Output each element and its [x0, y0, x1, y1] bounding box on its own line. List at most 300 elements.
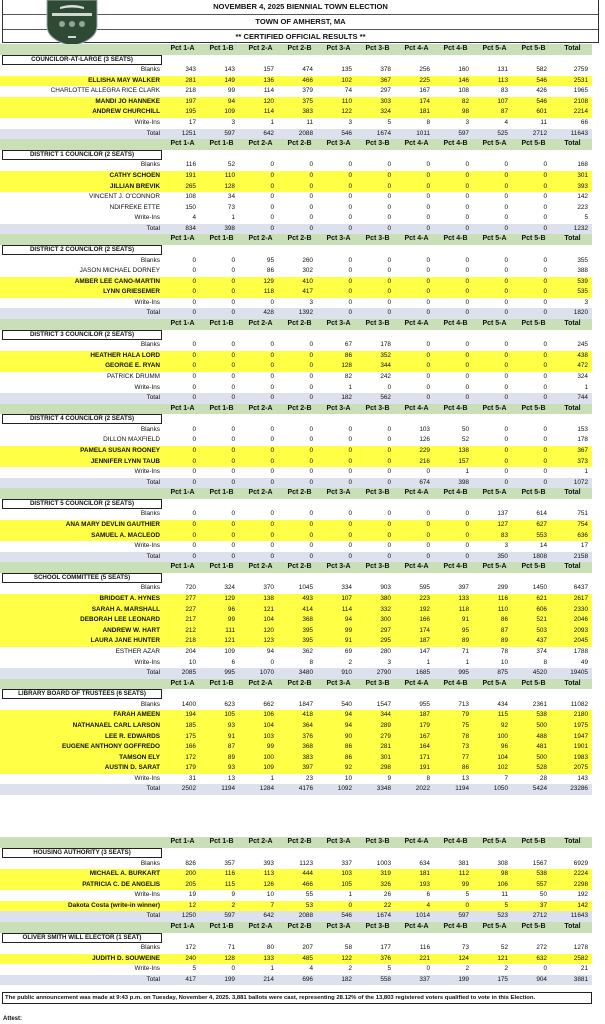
vote-cell: 553: [536, 531, 547, 539]
vote-cell: 995: [458, 669, 469, 677]
row-label: MANDI JO HANNEKE: [95, 97, 160, 105]
vote-cell: 0: [192, 362, 196, 370]
vote-cell: 106: [263, 711, 274, 719]
total-cell: 2093: [573, 626, 588, 634]
header-spacer: [0, 922, 163, 933]
vote-cell: 0: [465, 383, 469, 391]
vote-cell: 1: [270, 774, 274, 782]
vote-cell: 0: [231, 351, 235, 359]
vote-cell: 0: [426, 298, 430, 306]
column-header-row: [0, 837, 592, 848]
vote-cell: 193: [419, 880, 430, 888]
total-cell: 2214: [573, 108, 588, 116]
vote-cell: 0: [543, 267, 547, 275]
vote-cell: 214: [263, 975, 274, 983]
vote-cell: 0: [426, 542, 430, 550]
column-header: Pct 4-A: [404, 838, 429, 846]
winner-row: [0, 753, 592, 764]
vote-cell: 300: [380, 616, 391, 624]
column-header: Pct 4-B: [443, 404, 468, 412]
vote-cell: 0: [504, 298, 508, 306]
vote-cell: 135: [341, 66, 352, 74]
total-cell: 192: [577, 891, 588, 899]
contest-title-row: [0, 330, 592, 341]
total-row: [0, 393, 592, 404]
total-cell: 535: [577, 288, 588, 296]
row-label: AMBER LEE CANO-MARTIN: [74, 277, 160, 285]
vote-cell: 0: [465, 394, 469, 402]
vote-cell: 0: [543, 161, 547, 169]
vote-cell: 124: [458, 954, 469, 962]
vote-cell: 0: [465, 531, 469, 539]
vote-cell: 0: [426, 277, 430, 285]
row-label: Blanks: [140, 161, 160, 169]
vote-cell: 0: [270, 468, 274, 476]
vote-cell: 195: [185, 108, 196, 116]
vote-cell: 0: [348, 531, 352, 539]
vote-cell: 1194: [455, 785, 469, 793]
vote-cell: 0: [504, 182, 508, 190]
vote-cell: 5: [504, 901, 508, 909]
vote-cell: 397: [458, 584, 469, 592]
total-cell: 2108: [573, 97, 588, 105]
vote-cell: 485: [302, 954, 313, 962]
vote-cell: 110: [224, 171, 235, 179]
column-header: Pct 3-B: [365, 140, 390, 148]
vote-cell: 308: [497, 859, 508, 867]
vote-cell: 4: [309, 965, 313, 973]
column-header: Pct 4-A: [404, 563, 429, 571]
vote-cell: 1011: [416, 129, 430, 137]
vote-cell: 367: [380, 76, 391, 84]
row-label: Blanks: [140, 66, 160, 74]
town-name: TOWN OF AMHERST, MA: [3, 15, 598, 30]
vote-cell: 99: [344, 626, 352, 634]
vote-cell: 240: [185, 954, 196, 962]
vote-cell: 0: [192, 542, 196, 550]
column-header: Pct 2-B: [287, 563, 312, 571]
vote-cell: 126: [419, 436, 430, 444]
vote-cell: 0: [543, 362, 547, 370]
vote-cell: 525: [497, 129, 508, 137]
vote-cell: 172: [185, 944, 196, 952]
vote-cell: 218: [185, 87, 196, 95]
vote-cell: 110: [341, 97, 352, 105]
contest-section: [0, 139, 592, 234]
vote-cell: 410: [302, 277, 313, 285]
row-label: VINCENT J. O'CONNOR: [88, 193, 160, 201]
total-cell: 11643: [570, 129, 588, 137]
vote-cell: 52: [227, 161, 235, 169]
column-header: Pct 4-B: [443, 235, 468, 243]
vote-cell: 0: [309, 372, 313, 380]
vote-cell: 0: [270, 394, 274, 402]
vote-cell: 0: [465, 267, 469, 275]
vote-cell: 0: [426, 182, 430, 190]
vote-cell: 164: [419, 743, 430, 751]
vote-cell: 557: [536, 880, 547, 888]
total-cell: 2617: [573, 595, 588, 603]
column-header: Pct 5-A: [482, 140, 507, 148]
vote-cell: 344: [380, 362, 391, 370]
vote-cell: 0: [543, 383, 547, 391]
column-header-row: [0, 679, 592, 690]
row-label: GEORGE E. RYAN: [105, 362, 160, 370]
row-label: JUDITH D. SOUWEINE: [92, 954, 160, 962]
vote-cell: 0: [465, 277, 469, 285]
column-header: Pct 1-A: [170, 235, 195, 243]
vote-cell: 71: [461, 647, 469, 655]
vote-cell: 0: [270, 171, 274, 179]
row-label: Write-Ins: [134, 298, 160, 306]
vote-cell: 91: [227, 732, 235, 740]
vote-cell: 146: [458, 76, 469, 84]
vote-cell: 621: [536, 595, 547, 603]
vote-cell: 376: [380, 954, 391, 962]
vote-cell: 0: [309, 478, 313, 486]
row-label: NATHANAEL CARL LARSON: [72, 722, 160, 729]
vote-cell: 96: [227, 605, 235, 613]
vote-cell: 1808: [532, 552, 547, 560]
vote-cell: 181: [419, 870, 430, 878]
vote-cell: 374: [536, 647, 547, 655]
total-cell: 1947: [573, 732, 588, 740]
vote-cell: 0: [231, 383, 235, 391]
table-row: [0, 65, 592, 76]
vote-cell: 0: [192, 521, 196, 529]
vote-cell: 2085: [181, 669, 196, 677]
vote-cell: 0: [348, 436, 352, 444]
vote-cell: 174: [419, 97, 430, 105]
vote-cell: 114: [263, 87, 274, 95]
vote-cell: 674: [419, 478, 430, 486]
vote-cell: 1003: [376, 859, 391, 867]
vote-cell: 0: [309, 552, 313, 560]
vote-cell: 0: [231, 542, 235, 550]
vote-cell: 1251: [181, 129, 196, 137]
vote-cell: 11: [540, 119, 547, 127]
contest-title: DISTRICT 2 COUNCILOR (2 SEATS): [2, 245, 162, 255]
column-header: Pct 5-B: [521, 320, 546, 328]
total-cell: 6929: [573, 859, 588, 867]
vote-cell: 0: [348, 256, 352, 264]
row-label: ANDREW W. HART: [102, 626, 160, 634]
table-row: [0, 964, 592, 975]
vote-cell: 558: [380, 975, 391, 983]
vote-cell: 0: [231, 531, 235, 539]
vote-cell: 0: [309, 351, 313, 359]
vote-cell: 466: [302, 76, 313, 84]
vote-cell: 474: [302, 66, 313, 74]
vote-cell: 0: [387, 446, 391, 454]
contest-title-row: [0, 245, 592, 256]
vote-cell: 0: [504, 468, 508, 476]
vote-cell: 118: [458, 605, 469, 613]
vote-cell: 187: [419, 711, 430, 719]
vote-cell: 128: [224, 954, 235, 962]
vote-cell: 582: [536, 66, 547, 74]
vote-cell: 0: [348, 901, 352, 909]
vote-cell: 105: [224, 711, 235, 719]
row-label: Write-Ins: [134, 658, 160, 666]
vote-cell: 0: [543, 457, 547, 465]
vote-cell: 0: [387, 425, 391, 433]
vote-cell: 223: [419, 595, 430, 603]
vote-cell: 123: [263, 637, 274, 645]
contest-title: OLIVER SMITH WILL ELECTOR (1 SEAT): [2, 933, 162, 943]
vote-cell: 218: [185, 637, 196, 645]
column-header: Pct 1-A: [170, 404, 195, 412]
vote-cell: 0: [231, 436, 235, 444]
vote-cell: 5: [192, 965, 196, 973]
vote-cell: 0: [504, 457, 508, 465]
vote-cell: 0: [231, 362, 235, 370]
total-cell: 6437: [573, 584, 588, 592]
vote-cell: 0: [543, 446, 547, 454]
vote-cell: 182: [341, 975, 352, 983]
vote-cell: 297: [380, 87, 391, 95]
row-label: ESTHER AZAR: [115, 647, 160, 655]
vote-cell: 0: [309, 468, 313, 476]
vote-cell: 116: [185, 161, 196, 169]
vote-cell: 89: [500, 637, 508, 645]
vote-cell: 0: [465, 171, 469, 179]
vote-cell: 826: [185, 859, 196, 867]
total-cell: 2075: [573, 764, 588, 772]
total-cell: 153: [577, 425, 588, 433]
column-header-row: [0, 562, 592, 573]
vote-cell: 98: [500, 870, 508, 878]
vote-cell: 0: [504, 425, 508, 433]
vote-cell: 0: [270, 193, 274, 201]
row-label: NDIFREKE ETTE: [109, 203, 160, 211]
column-header: Pct 5-B: [521, 140, 546, 148]
vote-cell: 147: [419, 647, 430, 655]
vote-cell: 7: [504, 774, 508, 782]
column-header: Pct 2-A: [248, 679, 273, 687]
vote-cell: 370: [263, 584, 274, 592]
vote-cell: 0: [270, 552, 274, 560]
vote-cell: 3: [387, 658, 391, 666]
column-header: Pct 2-B: [287, 140, 312, 148]
vote-cell: 0: [309, 531, 313, 539]
vote-cell: 0: [504, 383, 508, 391]
table-row: [0, 160, 592, 171]
vote-cell: 562: [380, 394, 391, 402]
winner-row: [0, 615, 592, 626]
column-header: Total: [564, 45, 581, 52]
contest-section: [0, 922, 592, 985]
winner-row: [0, 351, 592, 362]
column-header: Pct 2-A: [248, 563, 273, 571]
table-row: [0, 435, 592, 446]
vote-cell: 116: [224, 870, 235, 878]
vote-cell: 109: [263, 764, 274, 772]
vote-cell: 78: [500, 647, 508, 655]
vote-cell: 212: [185, 626, 196, 634]
total-cell: 11643: [570, 912, 588, 920]
vote-cell: 0: [231, 256, 235, 264]
vote-cell: 428: [263, 309, 274, 317]
vote-cell: 0: [231, 298, 235, 306]
vote-cell: 995: [224, 669, 235, 677]
total-row: [0, 224, 592, 235]
column-header: Pct 4-A: [404, 320, 429, 328]
vote-cell: 10: [500, 658, 508, 666]
vote-cell: 3: [309, 298, 313, 306]
contest-section: [0, 679, 592, 795]
vote-cell: 277: [185, 595, 196, 603]
vote-cell: 108: [458, 87, 469, 95]
vote-cell: 1450: [532, 584, 547, 592]
vote-cell: 634: [419, 859, 430, 867]
vote-cell: 2: [465, 965, 469, 973]
vote-cell: 28: [539, 774, 547, 782]
vote-cell: 11: [306, 119, 313, 127]
vote-cell: 834: [185, 224, 196, 232]
row-label: PATRICK DRUMM: [106, 372, 160, 380]
header-spacer: [0, 234, 163, 245]
vote-cell: 344: [380, 711, 391, 719]
vote-cell: 0: [192, 309, 196, 317]
vote-cell: 0: [426, 256, 430, 264]
column-header: Pct 5-A: [482, 922, 507, 930]
attest-label: Attest:: [3, 1016, 22, 1022]
total-row: [0, 668, 592, 679]
vote-cell: 95: [266, 256, 274, 264]
vote-cell: 116: [497, 595, 508, 603]
vote-cell: 114: [341, 605, 352, 613]
vote-cell: 289: [380, 722, 391, 729]
header-spacer: [0, 44, 163, 55]
vote-cell: 9: [387, 774, 391, 782]
vote-cell: 376: [302, 732, 313, 740]
column-header: Pct 3-A: [326, 838, 351, 846]
vote-cell: 0: [231, 267, 235, 275]
total-cell: 1: [584, 468, 588, 476]
vote-cell: 0: [348, 510, 352, 518]
vote-cell: 4: [504, 119, 508, 127]
vote-cell: 8: [309, 658, 313, 666]
vote-cell: 0: [426, 362, 430, 370]
vote-cell: 50: [461, 425, 469, 433]
vote-cell: 116: [419, 944, 430, 952]
table-row: [0, 700, 592, 711]
column-header: Pct 3-B: [365, 563, 390, 571]
vote-cell: 0: [348, 446, 352, 454]
column-header: Pct 5-B: [521, 235, 546, 243]
vote-cell: 642: [263, 912, 274, 920]
vote-cell: 301: [380, 753, 391, 761]
vote-cell: 103: [341, 870, 352, 878]
vote-cell: 0: [348, 478, 352, 486]
column-header: Pct 4-A: [404, 489, 429, 497]
total-cell: 3: [584, 298, 588, 306]
vote-cell: 121: [497, 954, 508, 962]
column-header: Pct 2-B: [287, 679, 312, 687]
vote-cell: 0: [309, 341, 313, 349]
vote-cell: 0: [192, 298, 196, 306]
row-label: SARAH A. MARSHALL: [91, 605, 160, 613]
vote-cell: 0: [426, 193, 430, 201]
column-header: Pct 3-A: [326, 235, 351, 243]
vote-cell: 4: [426, 901, 430, 909]
column-header-row: [0, 319, 592, 330]
vote-cell: 0: [231, 425, 235, 433]
vote-cell: 0: [543, 965, 547, 973]
vote-cell: 546: [536, 76, 547, 84]
column-header: Pct 5-A: [482, 838, 507, 846]
vote-cell: 91: [461, 616, 469, 624]
vote-cell: 0: [309, 457, 313, 465]
vote-cell: 0: [465, 214, 469, 222]
vote-cell: 229: [419, 446, 430, 454]
column-header: Pct 1-A: [170, 838, 195, 846]
vote-cell: 0: [543, 425, 547, 433]
vote-cell: 0: [465, 351, 469, 359]
column-header: Pct 1-A: [170, 679, 195, 687]
vote-cell: 0: [387, 309, 391, 317]
vote-cell: 0: [426, 203, 430, 211]
vote-cell: 398: [224, 224, 235, 232]
vote-cell: 383: [302, 753, 313, 761]
row-label: PAMELA SUSAN ROONEY: [80, 446, 160, 454]
vote-cell: 149: [224, 76, 235, 84]
total-cell: 1901: [573, 743, 588, 751]
vote-cell: 488: [536, 732, 547, 740]
vote-cell: 104: [263, 616, 274, 624]
vote-cell: 0: [426, 468, 430, 476]
vote-cell: 0: [348, 521, 352, 529]
contest-title: HOUSING AUTHORITY (3 SEATS): [2, 848, 162, 858]
vote-cell: 8: [426, 774, 430, 782]
row-label: ANA MARY DEVLIN GAUTHIER: [65, 521, 160, 529]
vote-cell: 104: [263, 722, 274, 729]
vote-cell: 0: [543, 193, 547, 201]
contest-title: DISTRICT 3 COUNCILOR (2 SEATS): [2, 330, 162, 340]
vote-cell: 0: [270, 510, 274, 518]
column-header: Pct 1-B: [209, 235, 234, 243]
total-row: [0, 911, 592, 922]
column-header: Pct 3-A: [326, 320, 351, 328]
vote-cell: 106: [497, 880, 508, 888]
vote-cell: 0: [192, 446, 196, 454]
column-header: Pct 4-B: [443, 140, 468, 148]
vote-cell: 0: [270, 351, 274, 359]
vote-cell: 3: [348, 119, 352, 127]
vote-cell: 0: [309, 425, 313, 433]
vote-cell: 2361: [532, 700, 547, 708]
total-cell: 301: [577, 171, 588, 179]
vote-cell: 107: [341, 595, 352, 603]
total-cell: 21: [580, 965, 588, 973]
vote-cell: 597: [224, 912, 235, 920]
vote-cell: 0: [426, 288, 430, 296]
vote-cell: 216: [419, 457, 430, 465]
winner-row: [0, 636, 592, 647]
vote-cell: 80: [266, 944, 274, 952]
table-row: [0, 256, 592, 267]
vote-cell: 205: [185, 880, 196, 888]
vote-cell: 3: [231, 119, 235, 127]
column-header: Pct 2-B: [287, 922, 312, 930]
vote-cell: 0: [426, 214, 430, 222]
column-header-row: [0, 922, 592, 933]
vote-cell: 528: [536, 764, 547, 772]
vote-cell: 1: [426, 658, 430, 666]
vote-cell: 0: [270, 425, 274, 433]
vote-cell: 0: [231, 478, 235, 486]
